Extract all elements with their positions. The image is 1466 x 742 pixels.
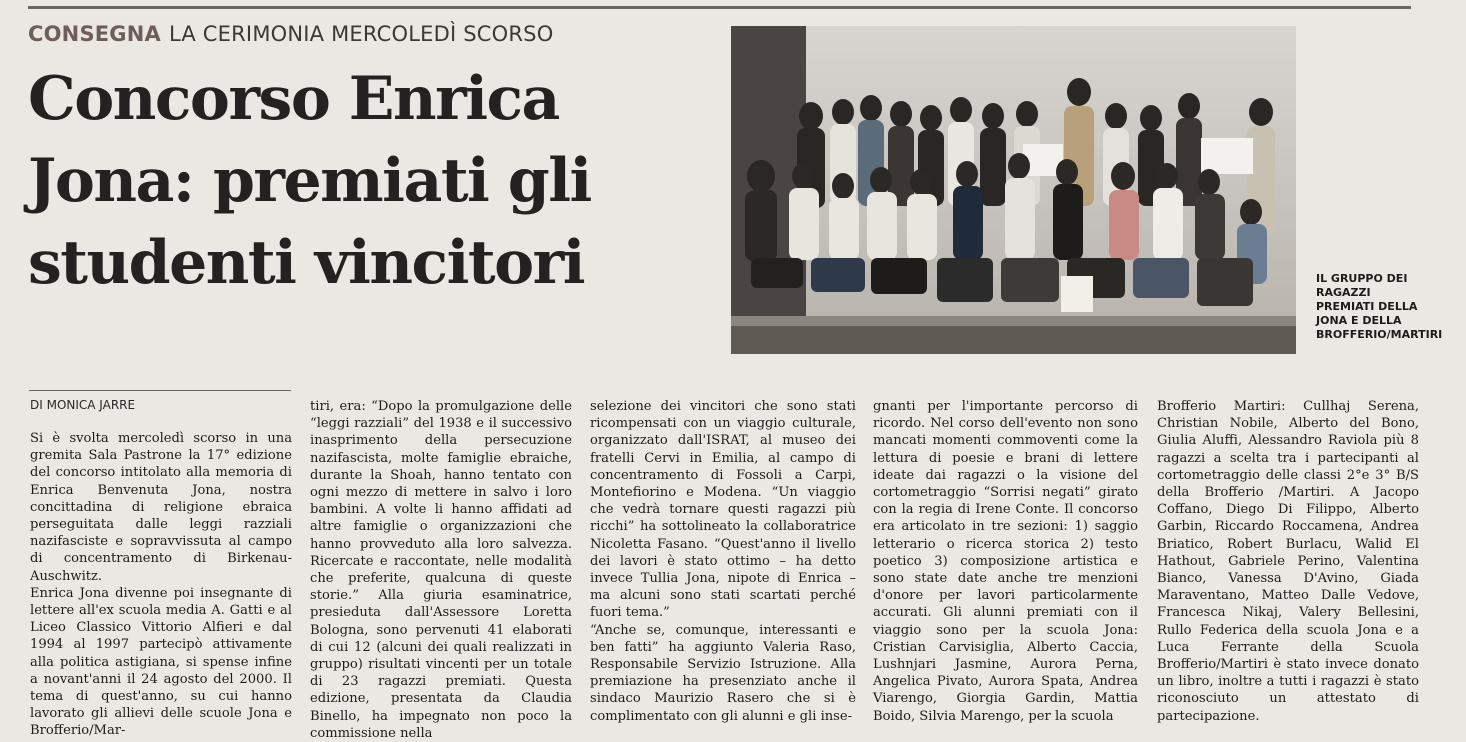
article-column-2 bbox=[310, 398, 572, 742]
paragraph: gnanti per l'importante percorso di ricordo. Nel corso dell'evento non sono mancati momenti commoventi come la lettura di poesie e brani di lettere ideate dai ragazzi o la visione del cortometraggio “Sorrisi negati” girato con la regia di Irene Conte. Il concorso era articolato in tre sezioni: 1) saggio letterario o ricerca storica 2) testo poetico 3) composizione artistica e sono state date anche tre menzioni d'onore per lavori particolarmente accurati. Gli alunni premiati con il viaggio sono per la scuola Jona: Cristian Carvisiglia, Alberto Caccia, Lushnjari Jasmine, Aurora Perna, Angelica Pivato, Aurora Spata, Andrea Viarengo, Giorgia Gardin, Mattia Boido, Silvia Marengo, per la scuola bbox=[873, 399, 1138, 724]
article-column-3 bbox=[590, 398, 856, 725]
paragraph: Brofferio Martiri: Cullhaj Serena, Christian Nobile, Alberto del Bono, Giulia Aluffi, Alessandro Raviola più 8 ragazzi a scelta tra i partecipanti al cortometraggio delle classi 2°e 3° B/S della Brofferio /Martiri. A Jacopo Coffano, Diego Di Filippo, Alberto Garbin, Riccardo Roccamena, Andrea Briatico, Robert Burlacu, Walid El Hathout, Gabriele Perino, Valentina Bianco, Vanessa D'Avino, Giada Maraventano, Matteo Dalle Vedove, Francesca Nikaj, Valery Bellesini, Rullo Federica della scuola Jona e a Luca Ferrante della Scuola Brofferio/Martiri è stato invece donato un libro, inoltre a tutti i ragazzi è stato riconosciuto un attestato di partecipazione. bbox=[1157, 399, 1419, 724]
article-column-5 bbox=[1157, 398, 1419, 725]
kicker-subtitle: LA CERIMONIA MERCOLEDÌ SCORSO bbox=[168, 22, 554, 46]
photo-caption: IL GRUPPO DEI RAGAZZI PREMIATI DELLA JONA E DELLA BROFFERIO/MARTIRI bbox=[1316, 272, 1443, 341]
paragraph: tiri, era: “Dopo la promulgazione delle “leggi razziali” del 1938 e il successivo inasprimento della persecuzione nazifascista, molte famiglie ebraiche, durante la Shoah, hanno tentato con ogni mezzo di mettere in salvo i loro bambini. A volte li hanno affidati ad altre famiglie o organizzazioni che hanno provveduto alla loro salvezza. Ricercate e raccontate, nelle modalità che preferite, qualcuna di queste storie.” Alla giuria esaminatrice, presieduta dall'Assessore Loretta Bologna, sono pervenuti 41 elaborati di cui 12 (alcuni dei quali realizzati in gruppo) risultati vincenti per un totale di 23 ragazzi premiati. Questa edizione, presentata da Claudia Binello, ha impegnato non poco la commissione nella bbox=[310, 399, 572, 741]
byline: DI MONICA JARRE bbox=[30, 398, 136, 412]
headline: Concorso Enrica Jona: premiati gli studenti vincitori bbox=[28, 64, 591, 298]
top-rule bbox=[28, 6, 1411, 9]
paragraph: “Anche se, comunque, interessanti e ben fatti” ha aggiunto Valeria Raso, Responsabile Servizio Istruzione. Alla premiazione ha presenziato anche il sindaco Maurizio Rasero che si è complimentato con gli alunni e gli inse- bbox=[590, 622, 856, 724]
group-photo bbox=[731, 26, 1296, 354]
article-column-1 bbox=[30, 430, 292, 740]
article-column-4 bbox=[873, 398, 1138, 725]
paragraph: Enrica Jona divenne poi insegnante di lettere all'ex scuola media A. Gatti e al Liceo Classico Vittorio Alfieri e dal 1994 al 1997 partecipò attivamente alla politica astigiana, si spense infine a novant'anni il 24 agosto del 2000. Il tema di quest'anno, su cui hanno lavorato gli allievi delle scuole Jona e Brofferio/Mar- bbox=[30, 585, 292, 739]
paragraph: selezione dei vincitori che sono stati ricompensati con un viaggio culturale, organizzato dall'ISRAT, al museo dei fratelli Cervi in Emilia, al campo di concentramento di Fossoli a Carpi, Montefiorino e Modena. “Un viaggio che vedrà tornare questi ragazzi più ricchi” ha sottolineato la collaboratrice Nicoletta Fasano. “Quest'anno il livello dei lavori è stato ottimo – ha detto invece Tullia Jona, nipote di Enrica – ma alcuni sono stati scartati perché fuori tema.” bbox=[590, 399, 856, 621]
paragraph: Si è svolta mercoledì scorso in una gremita Sala Pastrone la 17° edizione del concorso intitolato alla memoria di Enrica Benvenuta Jona, nostra concittadina di religione ebraica perseguitata dalle leggi razziali nazifasciste e sopravvissuta al campo di concentramento di Birkenau-Auschwitz. bbox=[30, 431, 292, 584]
byline-rule bbox=[29, 390, 291, 391]
kicker bbox=[28, 22, 553, 46]
kicker-tag: CONSEGNA bbox=[28, 22, 161, 46]
